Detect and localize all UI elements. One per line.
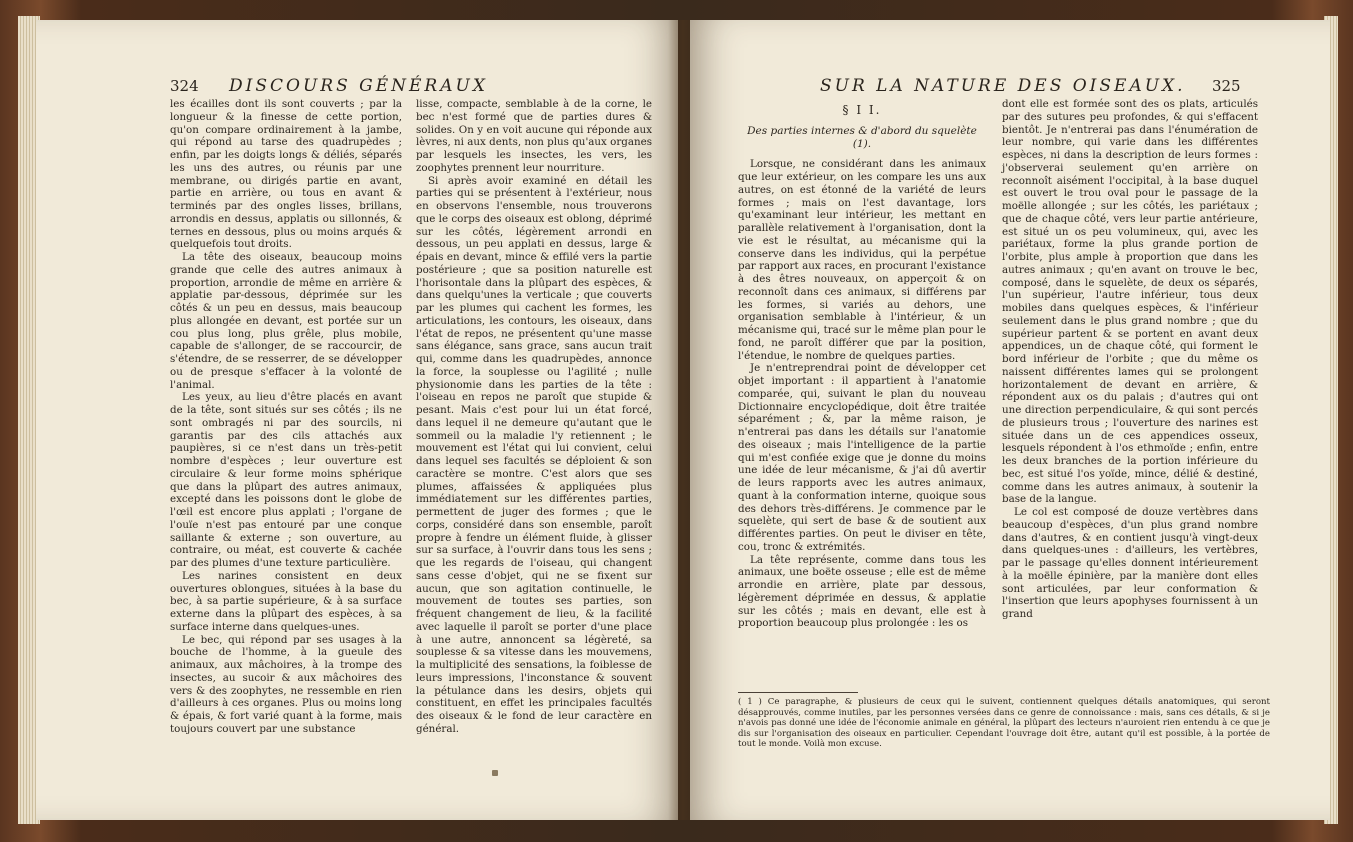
paragraph: les écailles dont ils sont couverts ; par la longueur & la finesse de cette portion, qu'on compare ordinairement à la jambe, qui répond au tarse des quadrupèdes ; enfin, par les doigts longs & déliés, séparés les uns des autres, ou réunis par une membrane, ou dirigés partie en avant, partie en arrière, ou tous en avant & terminés par des ongles lisses, brillans, arrondis en dessus, applatis ou sillonnés, & ternes en dessous, plus ou moins arqués & quelquefois tout droits.	[170, 98, 402, 251]
left-running-head-title: DISCOURS GÉNÉRAUX	[229, 76, 488, 96]
paragraph: Le col est composé de douze vertèbres dans beaucoup d'espèces, d'un plus grand nombre dans d'autres, & en contient jusqu'à vingt-deux dans quelques-unes : d'ailleurs, les vertèbres, par le passage qu'elles donnent intérieurement à la moëlle épinière, par la manière dont elles sont articulées, par leur conformation & l'insertion que leurs apophyses fournissent à un grand	[1002, 506, 1258, 620]
paragraph: Les narines consistent en deux ouvertures oblongues, situées à la base du bec, à sa partie supérieure, & à sa surface externe dans la plûpart des espèces, à sa surface interne dans quelques-unes.	[170, 569, 402, 633]
page-stain-mark	[492, 770, 498, 776]
page-number-left: 324	[170, 77, 199, 95]
right-running-head-title: SUR LA NATURE DES OISEAUX.	[820, 76, 1186, 96]
paragraph: Les yeux, au lieu d'être placés en avant de la tête, sont situés sur ses côtés ; ils ne sont ombragés ni par des sourcils, ni garantis par des cils attachés aux paupières, si ce n'est dans un très-petit nombre d'espèces ; leur ouverture est circulaire & leur forme moins sphérique que dans la plûpart des autres animaux, excepté dans les poissons dont le globe de l'œil est encore plus applati ; l'organe de l'ouïe n'est pas entouré par une conque saillante & externe ; son ouverture, au contraire, ou méat, est couverte & cachée par des plumes d'une texture particulière.	[170, 391, 402, 569]
paragraph: La tête des oiseaux, beaucoup moins grande que celle des autres animaux à proportion, arrondie de même en arrière & applatie par-dessous, déprimée sur les côtés & un peu en dessus, mais beaucoup plus allongée en devant, est portée sur un cou plus long, plus grêle, plus mobile, capable de s'allonger, de se raccourcir, de s'étendre, de se resserrer, de se développer ou de presque s'effacer à la volonté de l'animal.	[170, 251, 402, 391]
page-number-right: 325	[1211, 77, 1241, 95]
paragraph: La tête représente, comme dans tous les animaux, une boëte osseuse ; elle est de même arrondie en arrière, plate par dessous, légèrement déprimée en dessus, & applatie sur les côtés ; mais en devant, elle est à proportion beaucoup plus prolongée : les os	[738, 553, 986, 630]
left-running-head	[170, 76, 488, 96]
paragraph: Je n'entreprendrai point de développer cet objet important : il appartient à l'anatomie comparée, qui, suivant le plan du nouveau Dictionnaire encyclopédique, doit être traitée séparément ; &, par la même raison, je n'entrerai pas dans les détails sur l'anatomie des oiseaux ; mais l'intelligence de la partie qui m'est confiée exige que je donne du moins une idée de leur mécanisme, & j'ai dû avertir de leurs rapports avec les autres animaux, quant à la conformation interne, quoique sous des dehors très-différens. Je commence par le squelète, qui sert de base & de soutient aux différentes parties. On peut le diviser en tête, cou, tronc & extrémités.	[738, 362, 986, 553]
left-column-1	[170, 98, 402, 736]
right-page	[690, 20, 1330, 820]
paragraph: Si après avoir examiné en détail les parties qui se présentent à l'extérieur, nous en observons l'ensemble, nous trouverons que le corps des oiseaux est oblong, déprimé sur les côtés, légèrement arrondi en dessous, un peu applati en dessus, large & épais en devant, mince & effilé vers la partie postérieure ; que sa position naturelle est l'horisontale dans la plûpart des espèces, & dans quelqu'unes la verticale ; que couverts par les plumes qui cachent les formes, les articulations, les contours, les oiseaux, dans l'état de repos, ne présentent qu'une masse sans élégance, sans grace, sans aucun trait qui, comme dans les quadrupèdes, annonce la force, la souplesse ou l'agilité ; nulle physionomie dans les parties de la tête : l'oiseau en repos ne paroît que stupide & pesant. Mais c'est pour lui un état forcé, dans lequel il ne demeure qu'autant que le sommeil ou la maladie l'y retiennent ; le mouvement est l'état qui lui convient, celui dans lequel ses facultés se déploient & son caractère se montre. C'est alors que ses plumes, affaissées & appliquées plus immédiatement sur les différentes parties, permettent de juger des formes ; que le corps, considéré dans son ensemble, paroît propre à fendre un élément fluide, à glisser sur sa surface, à l'ouvrir dans tous les sens ; que les regards de l'oiseau, qui changent sans cesse d'objet, qui ne se fixent sur aucun, que son agitation continuelle, le mouvement de toutes ses parties, son fréquent changement de lieu, & la facilité avec laquelle il paroît se porter d'une place à une autre, annoncent sa légèreté, sa souplesse & sa vitesse dans les mouvemens, la multiplicité des sensations, la foiblesse de leurs impressions, l'inconstance & souvent la pétulance dans les desirs, objets qui constituent, en effet les principales facultés des oiseaux & le fond de leur caractère en général.	[416, 174, 652, 735]
right-column-1	[738, 98, 986, 630]
paragraph: lisse, compacte, semblable à de la corne, le bec n'est formé que de parties dures & solides. On y en voit aucune qui réponde aux lèvres, ni aux dents, non plus qu'aux organes par lesquels les insectes, les vers, les zoophytes prennent leur nourriture.	[416, 98, 652, 174]
left-page	[36, 20, 678, 820]
footnote: ( 1 ) Ce paragraphe, & plusieurs de ceux qui le suivent, contiennent quelques détails anatomiques, qui seront désapprouvés, comme inutiles, par les personnes versées dans ce genre de connoissance : mais, sans ces détails, & si je n'avois pas donné une idée de l'économie animale en général, la plûpart des lecteurs n'auroient rien entendu à ce que je dis sur l'organisation des oiseaux en particulier. Cependant l'ouvrage doit être, autant qu'il est possible, à la portée de tout le monde. Voilà mon excuse.	[738, 697, 1270, 750]
right-running-head	[820, 76, 1241, 96]
section-heading: § I I.	[842, 103, 882, 117]
paragraph: dont elle est formée sont des os plats, articulés par des sutures peu profondes, & qui s'effacent bientôt. Je n'entrerai pas dans l'énumération de leur nombre, qui varie dans les différentes espèces, ni dans la description de leurs formes : j'observerai seulement qu'en arrière on reconnoît aisément l'occipital, à la base duquel est ouvert le trou oval pour le passage de la moëlle allongée ; sur les côtés, les pariétaux ; que de chaque côté, vers leur partie antérieure, est situé un os peu volumineux, qui, avec les pariétaux, forme la plus grande portion de l'orbite, plus ample à proportion que dans les autres animaux ; qu'en avant on trouve le bec, composé, dans le squelète, de deux os séparés, l'un supérieur, l'autre inférieur, tous deux mobiles dans quelques espèces, & l'inférieur seulement dans le plus grand nombre ; que du supérieur partent & se portent en avant deux appendices, un de chaque côté, qui forment le bord inférieur de l'orbite ; que du même os naissent différentes lames qui se prolongent horizontalement de devant en arrière, & répondent aux os du palais ; d'autres qui ont une direction perpendiculaire, & qui sont percés de plusieurs trous ; l'ouverture des narines est située dans un de ces appendices osseux, lesquels répondent à l'os ethmoïde ; enfin, entre les deux branches de la portion inférieure du bec, est situé l'os yoïde, mince, délié & destiné, comme dans les autres animaux, à soutenir la base de la langue.	[1002, 98, 1258, 506]
left-column-2	[416, 98, 652, 736]
section-subheading: Des parties internes & d'abord du squelète (1).	[747, 124, 977, 150]
right-column-2	[1002, 98, 1258, 621]
paragraph: Lorsque, ne considérant dans les animaux que leur extérieur, on les compare les uns aux autres, on est étonné de la variété de leurs formes ; mais on l'est davantage, lors qu'examinant leur intérieur, les mettant en parallèle relativement à l'organisation, dont la vie est le résultat, au mécanisme qui la conserve dans les individus, qui la perpétue par rapport aux races, en procurant l'existance à des êtres nouveaux, on apperçoit & on reconnoît dans ces animaux, si différens par les formes, si variés au dehors, une organisation semblable à l'intérieur, & un mécanisme qui, tracé sur le même plan pour le fond, ne paroît différer que par la position, l'étendue, le nombre de quelques parties.	[738, 158, 986, 362]
paragraph: Le bec, qui répond par ses usages à la bouche de l'homme, à la gueule des animaux, aux mâchoires, à la trompe des insectes, au sucoir & aux mâchoires des vers & des zoophytes, ne ressemble en rien d'ailleurs à ces organes. Plus ou moins long & épais, & fort varié quant à la forme, mais toujours couvert par une substance	[170, 633, 402, 735]
footnote-rule	[738, 692, 858, 693]
